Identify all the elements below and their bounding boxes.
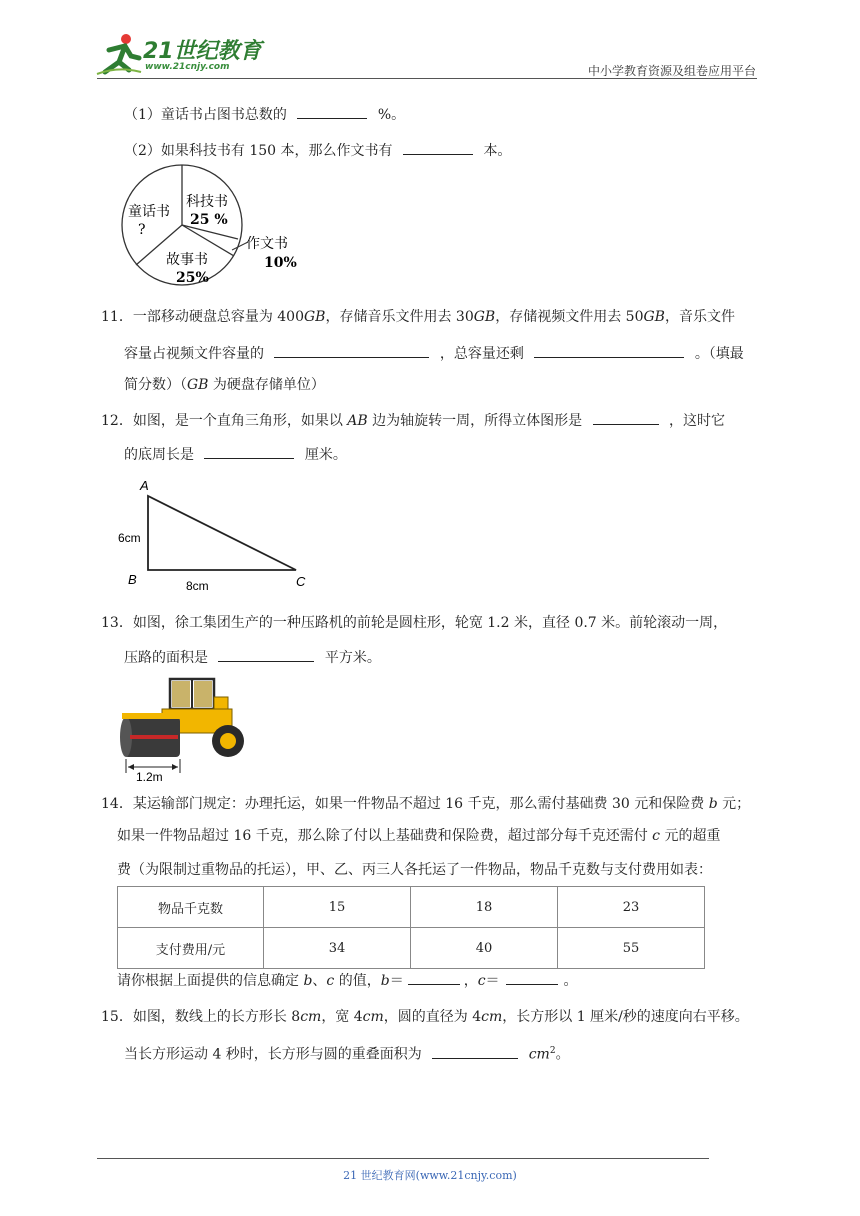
q13-text: 平方米。 (324, 650, 381, 666)
q15-answer-blank[interactable] (432, 1044, 518, 1059)
table-cell: 15 (264, 887, 411, 928)
q14-text: 。 (563, 973, 578, 989)
pie-value-fairy: ? (138, 222, 146, 238)
q15-text: 当长方形运动 4 秒时，长方形与圆的重叠面积为 (124, 1046, 422, 1063)
pie-label-tech: 科技书 (186, 194, 228, 210)
q11-unit: GB (304, 309, 326, 325)
q10-answer-blank-2[interactable] (403, 140, 473, 155)
q11-number: 11． (101, 309, 133, 325)
q14-text: 如果一件物品超过 16 千克，那么除了付以上基础费和保险费，超过部分每千克还需付 (117, 828, 653, 844)
pie-label-story: 故事书 (166, 252, 208, 268)
vertex-b: B (128, 572, 137, 587)
table-row-header: 物品千克数 (118, 887, 264, 928)
q11-line1 (101, 307, 735, 327)
pie-value-essay: 10% (264, 255, 297, 271)
table-cell: 18 (411, 887, 558, 928)
q14-text: 费（为限制过重物品的托运），甲、乙、丙三人各托运了一件物品，物品千克数与支付费用如表： (117, 862, 712, 878)
q11-line2 (124, 343, 744, 364)
q13-text: 如图，徐工集团生产的一种压路机的前轮是圆柱形，轮宽 1.2 米，直径 0.7 米。前轮滚动一周， (132, 615, 728, 631)
q10-line1-text: （1）童话书占图书总数的 (124, 107, 287, 123)
table-cell: 34 (264, 928, 411, 969)
q14-number: 14． (101, 796, 133, 812)
q14-answer-blank-c[interactable] (506, 970, 558, 985)
q11-text: ，存储视频文件用去 50 (495, 309, 644, 325)
q14-text: 元的超重 (660, 828, 721, 844)
q13-answer-blank[interactable] (218, 647, 314, 662)
q14-line4 (117, 970, 578, 991)
q14-text: 请你根据上面提供的信息确定 (117, 973, 304, 989)
q14-line3 (117, 860, 712, 880)
q15-text: ，宽 4 (321, 1009, 363, 1025)
q14-var: c (652, 828, 661, 844)
q14-line2 (117, 826, 720, 846)
q11-text: ，存储音乐文件用去 30 (325, 309, 474, 325)
pie-label-essay: 作文书 (246, 236, 288, 252)
q15-line2 (124, 1041, 570, 1065)
road-roller-figure (116, 673, 246, 783)
q10-line2-suffix: 本。 (483, 143, 512, 159)
q12-text: ，这时它 (669, 413, 726, 429)
q13-line2 (124, 647, 381, 668)
side-ab-label: 6cm (118, 531, 141, 545)
q14-var: b (303, 973, 313, 989)
q14-text: ＝ (485, 973, 500, 989)
q15-text: ，长方形以 1 厘米/秒的速度向右平移。 (502, 1009, 749, 1025)
q12-answer-blank-1[interactable] (593, 410, 659, 425)
q12-text: 的底周长是 (124, 447, 194, 463)
q15-line1 (101, 1007, 749, 1027)
q14-line1 (101, 794, 750, 814)
table-row (118, 928, 705, 969)
q11-text: 。（填最 (694, 346, 744, 362)
q10-line2 (124, 140, 511, 161)
q12-text: 边为轴旋转一周，所得立体图形是 (367, 413, 583, 429)
q10-line1-suffix: %。 (377, 107, 406, 123)
runner-logo-icon (95, 32, 143, 78)
q14-answer-blank-b[interactable] (408, 970, 460, 985)
logo-url-text: www.21cnjy.com (145, 62, 230, 72)
q12-answer-blank-2[interactable] (204, 444, 294, 459)
q13-line1 (101, 613, 727, 633)
q11-line3 (124, 375, 325, 395)
pie-figure (116, 164, 306, 294)
q13-text: 压路的面积是 (124, 650, 208, 666)
q12-number: 12． (101, 413, 133, 429)
table-cell: 40 (411, 928, 558, 969)
footer-rule (97, 1158, 709, 1159)
q14-text: ， (463, 973, 478, 989)
header-right-text: 中小学教育资源及组卷应用平台 (587, 64, 756, 78)
q11-text: 一部移动硬盘总容量为 400 (132, 309, 304, 325)
q14-text: 、 (312, 973, 327, 989)
q12-text: 厘米。 (304, 447, 347, 463)
table-row (118, 887, 705, 928)
q15-text: 如图，数线上的长方形长 8 (132, 1009, 301, 1025)
q15-unit-exponent: 2 (549, 1046, 556, 1056)
header-logo (95, 30, 265, 80)
q15-unit: cm (300, 1009, 322, 1025)
header-rule (97, 78, 757, 79)
q14-text: ＝ (389, 973, 404, 989)
q11-unit: GB (643, 309, 665, 325)
table-cell: 23 (558, 887, 705, 928)
table-cell: 55 (558, 928, 705, 969)
q13-number: 13． (101, 615, 133, 631)
q11-text: ，总容量还剩 (439, 346, 524, 362)
q12-line1 (101, 410, 725, 431)
q10-answer-blank-1[interactable] (297, 104, 367, 119)
pie-value-tech: 25 % (190, 212, 228, 228)
roller-width-label: 1.2m (136, 770, 163, 783)
q15-text: ，圆的直径为 4 (383, 1009, 482, 1025)
q10-line2-text: （2）如果科技书有 150 本，那么作文书有 (124, 143, 393, 159)
pie-label-fairy: 童话书 (128, 204, 170, 220)
q15-unit: cm (481, 1009, 503, 1025)
q15-number: 15． (101, 1009, 133, 1025)
fee-table (117, 886, 705, 969)
q11-answer-blank-1[interactable] (274, 343, 429, 358)
vertex-c: C (296, 574, 306, 589)
q11-text: 为硬盘存储单位） (208, 377, 325, 393)
q10-line1 (124, 104, 405, 125)
q11-text: ，音乐文件 (664, 309, 735, 325)
q11-unit: GB (473, 309, 496, 325)
q15-unit: cm (528, 1046, 550, 1063)
q11-text: 简分数）（ (124, 377, 187, 393)
q15-unit: cm (362, 1009, 384, 1025)
side-bc-label: 8cm (186, 579, 209, 593)
pie-value-story: 25% (176, 270, 209, 286)
q12-text: 如图，是一个直角三角形，如果以 (132, 413, 348, 429)
q11-answer-blank-2[interactable] (534, 343, 684, 358)
q14-var: b (380, 973, 390, 989)
q12-line2 (124, 444, 347, 465)
q12-var: AB (347, 413, 368, 429)
q14-text: 的值， (334, 973, 381, 989)
triangle-figure (116, 474, 316, 596)
q15-text: 。 (555, 1046, 570, 1063)
q14-var: c (326, 973, 335, 989)
footer-text: 21 世纪教育网(www.21cnjy.com) (343, 1169, 517, 1182)
triangle-shape (148, 496, 296, 570)
table-row-header: 支付费用/元 (118, 928, 264, 969)
q11-text: 容量占视频文件容量的 (124, 346, 264, 362)
q11-unit: GB (187, 377, 209, 393)
q14-text: 某运输部门规定：办理托运，如果一件物品不超过 16 千克，那么需付基础费 30 元和保险费 (132, 796, 709, 812)
q14-var: b (708, 796, 718, 812)
q14-text: 元； (717, 796, 751, 812)
vertex-a: A (140, 478, 149, 493)
q14-var: c (477, 973, 486, 989)
logo-main-text: 21世纪教育 (143, 39, 262, 64)
